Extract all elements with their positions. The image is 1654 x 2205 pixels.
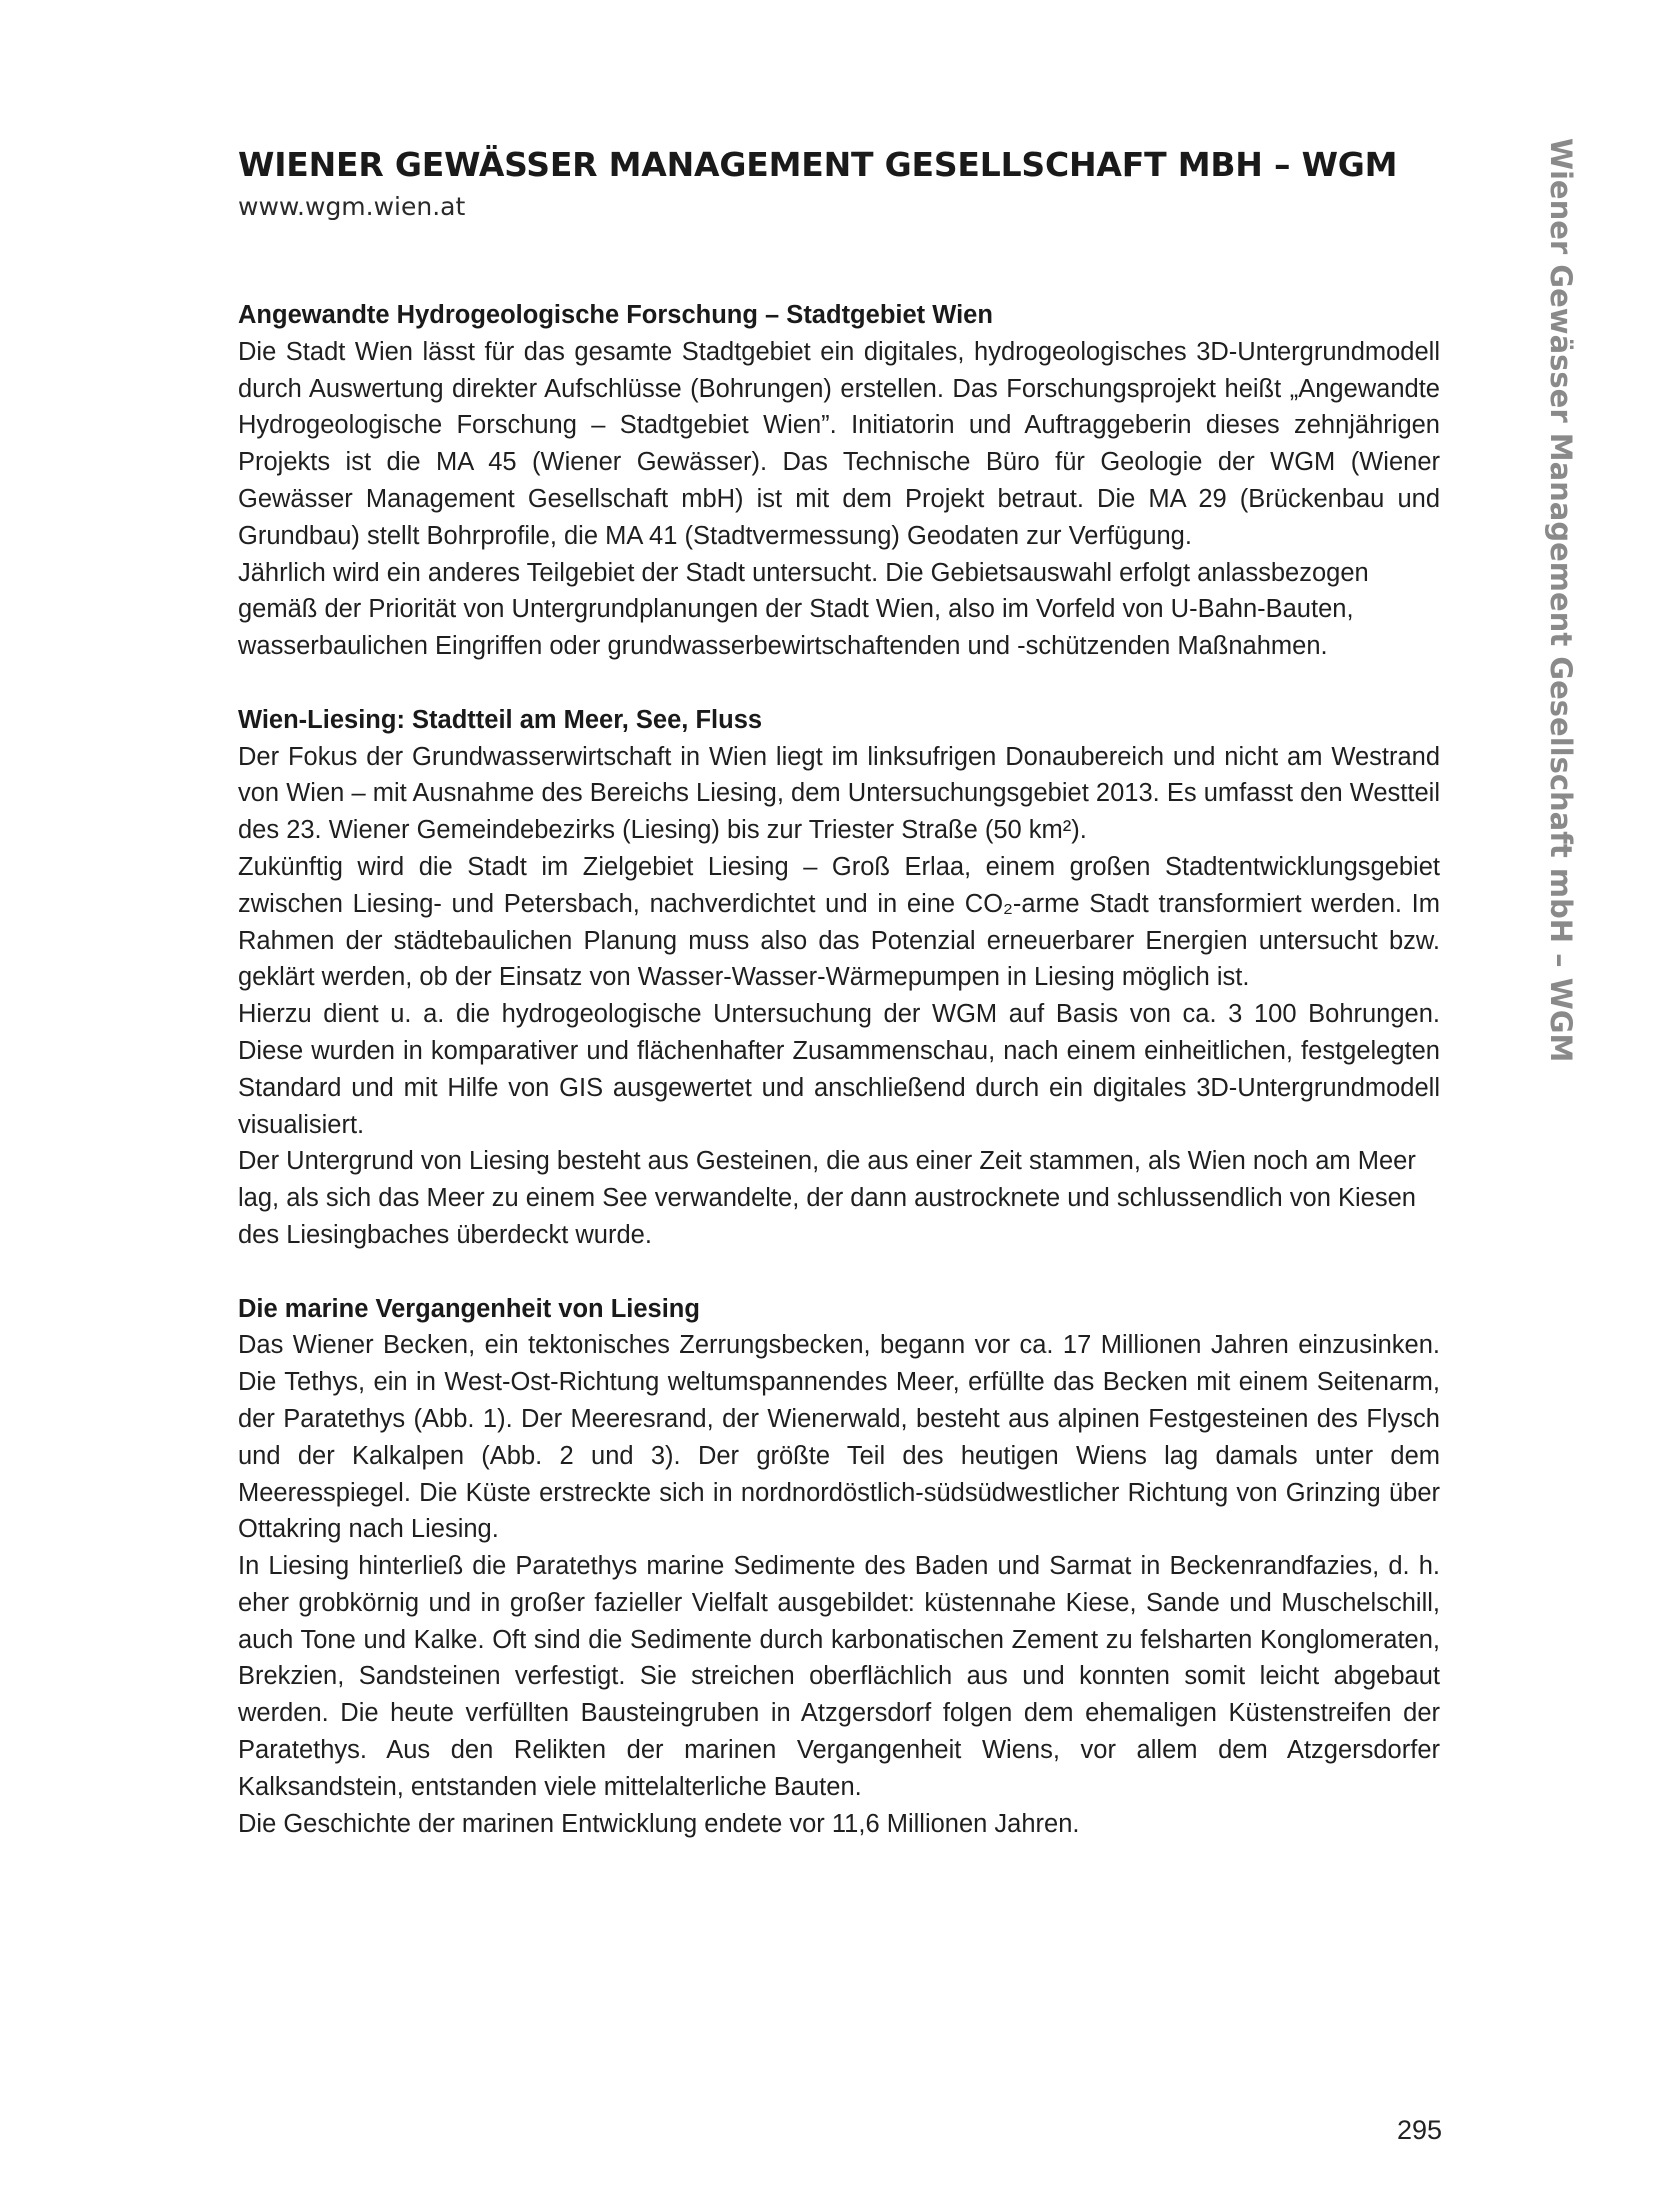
paragraph: Die Geschichte der marinen Entwicklung endete vor 11,6 Millionen Jahren. bbox=[238, 1809, 1080, 1838]
section-wien-liesing bbox=[238, 702, 1440, 1254]
article-body bbox=[238, 297, 1440, 1842]
paragraph: Das Wiener Becken, ein tektonisches Zerrungsbecken, begann vor ca. 17 Millionen Jahren einzusinken. Die Tethys, ein in West-Ost-Richtung weltumspannendes Meer, erfüllte das Becken mit einem Seitenarm, der Paratethys (Abb. 1). Der Meeresrand, der Wienerwald, besteht aus alpinen Festgesteinen des Flysch und der Kalkalpen (Abb. 2 und 3). Der größte Teil des heutigen Wiens lag damals unter dem Meeresspiegel. Die Küste erstreckte sich in nordnordöstlich-südsüdwestlicher Richtung von Grinzing über Ottakring nach Liesing. bbox=[238, 1331, 1440, 1544]
paragraph: Jährlich wird ein anderes Teilgebiet der Stadt untersucht. Die Gebietsauswahl erfolgt anlassbezogen gemäß der Priorität von Untergrundplanungen der Stadt Wien, also im Vorfeld von U-Bahn-Bauten, wasserbaulichen Eingriffen oder grundwasserbewirtschaftenden und -schützenden Maßnahmen. bbox=[238, 558, 1369, 661]
paragraph: In Liesing hinterließ die Paratethys marine Sedimente des Baden und Sarmat in Beckenrandfazies, d. h. eher grobkörnig und in großer fazieller Vielfalt ausgebildet: küstennahe Kiese, Sande und Muschelschill, auch Tone und Kalke. Oft sind die Sedimente durch karbonatischen Zement zu felsharten Konglomeraten, Brekzien, Sandsteinen verfestigt. Sie streichen oberflächlich aus und konnten somit leicht abgebaut werden. Die heute verfüllten Bausteingruben in Atzgersdorf folgen dem ehemaligen Küstenstreifen der Paratethys. Aus den Relikten der marinen Vergangenheit Wiens, vor allem dem Atzgersdorfer Kalksandstein, entstanden viele mittelalterliche Bauten. bbox=[238, 1552, 1440, 1801]
paragraph: Zukünftig wird die Stadt im Zielgebiet Liesing – Groß Erlaa, einem großen Stadtentwicklungsgebiet zwischen Liesing- und Petersbach, nachverdichtet und in eine CO₂-arme Stadt transformiert werden. Im Rahmen der städtebaulichen Planung muss also das Potenzial erneuerbarer Energien untersucht bzw. geklärt werden, ob der Einsatz von Wasser-Wasser-Wärmepumpen in Liesing möglich ist. bbox=[238, 852, 1440, 992]
section-heading: Angewandte Hydrogeologische Forschung – Stadtgebiet Wien bbox=[238, 301, 993, 329]
paragraph: Der Fokus der Grundwasserwirtschaft in Wien liegt im linksufrigen Donaubereich und nicht am Westrand von Wien – mit Ausnahme des Bereichs Liesing, dem Untersuchungsgebiet 2013. Es umfasst den Westteil des 23. Wiener Gemeindebezirks (Liesing) bis zur Triester Straße (50 km²). bbox=[238, 742, 1440, 845]
section-hydrogeologische-forschung bbox=[238, 297, 1440, 665]
paragraph: Der Untergrund von Liesing besteht aus Gesteinen, die aus einer Zeit stammen, als Wien noch am Meer lag, als sich das Meer zu einem See verwandelte, der dann austrocknete und schlussendlich von Kiesen des Liesingbaches überdeckt wurde. bbox=[238, 1147, 1416, 1249]
paragraph: Die Stadt Wien lässt für das gesamte Stadtgebiet ein digitales, hydrogeologisches 3D-Untergrundmodell durch Auswertung direkter Aufschlüsse (Bohrungen) erstellen. Das Forschungsprojekt heißt „Angewandte Hydrogeologische Forschung – Stadtgebiet Wien”. Initiatorin und Auftraggeberin dieses zehnjährigen Projekts ist die MA 45 (Wiener Gewässer). Das Technische Büro für Geologie der WGM (Wiener Gewässer Management Gesellschaft mbH) ist mit dem Projekt betraut. Die MA 29 (Brückenbau und Grundbau) stellt Bohrprofile, die MA 41 (Stadtvermessung) Geodaten zur Verfügung. bbox=[238, 337, 1440, 550]
page-title: WIENER GEWÄSSER MANAGEMENT GESELLSCHAFT MBH – WGM bbox=[238, 145, 1398, 184]
website-url: www.wgm.wien.at bbox=[238, 192, 466, 221]
section-heading: Wien-Liesing: Stadtteil am Meer, See, Fluss bbox=[238, 705, 763, 734]
paragraph: Hierzu dient u. a. die hydrogeologische Untersuchung der WGM auf Basis von ca. 3 100 Bohrungen. Diese wurden in komparativer und flächenhafter Zusammenschau, nach einem einheitlichen, festgelegten Standard und mit Hilfe von GIS ausgewertet und anschließend durch ein digitales 3D-Untergrundmodell visualisiert. bbox=[238, 1000, 1440, 1139]
section-heading: Die marine Vergangenheit von Liesing bbox=[238, 1294, 700, 1323]
page-number: 295 bbox=[1396, 2115, 1442, 2145]
section-marine-vergangenheit bbox=[238, 1291, 1440, 1843]
side-running-title: Wiener Gewässer Management Gesellschaft mbH – WGM bbox=[1544, 138, 1578, 1063]
